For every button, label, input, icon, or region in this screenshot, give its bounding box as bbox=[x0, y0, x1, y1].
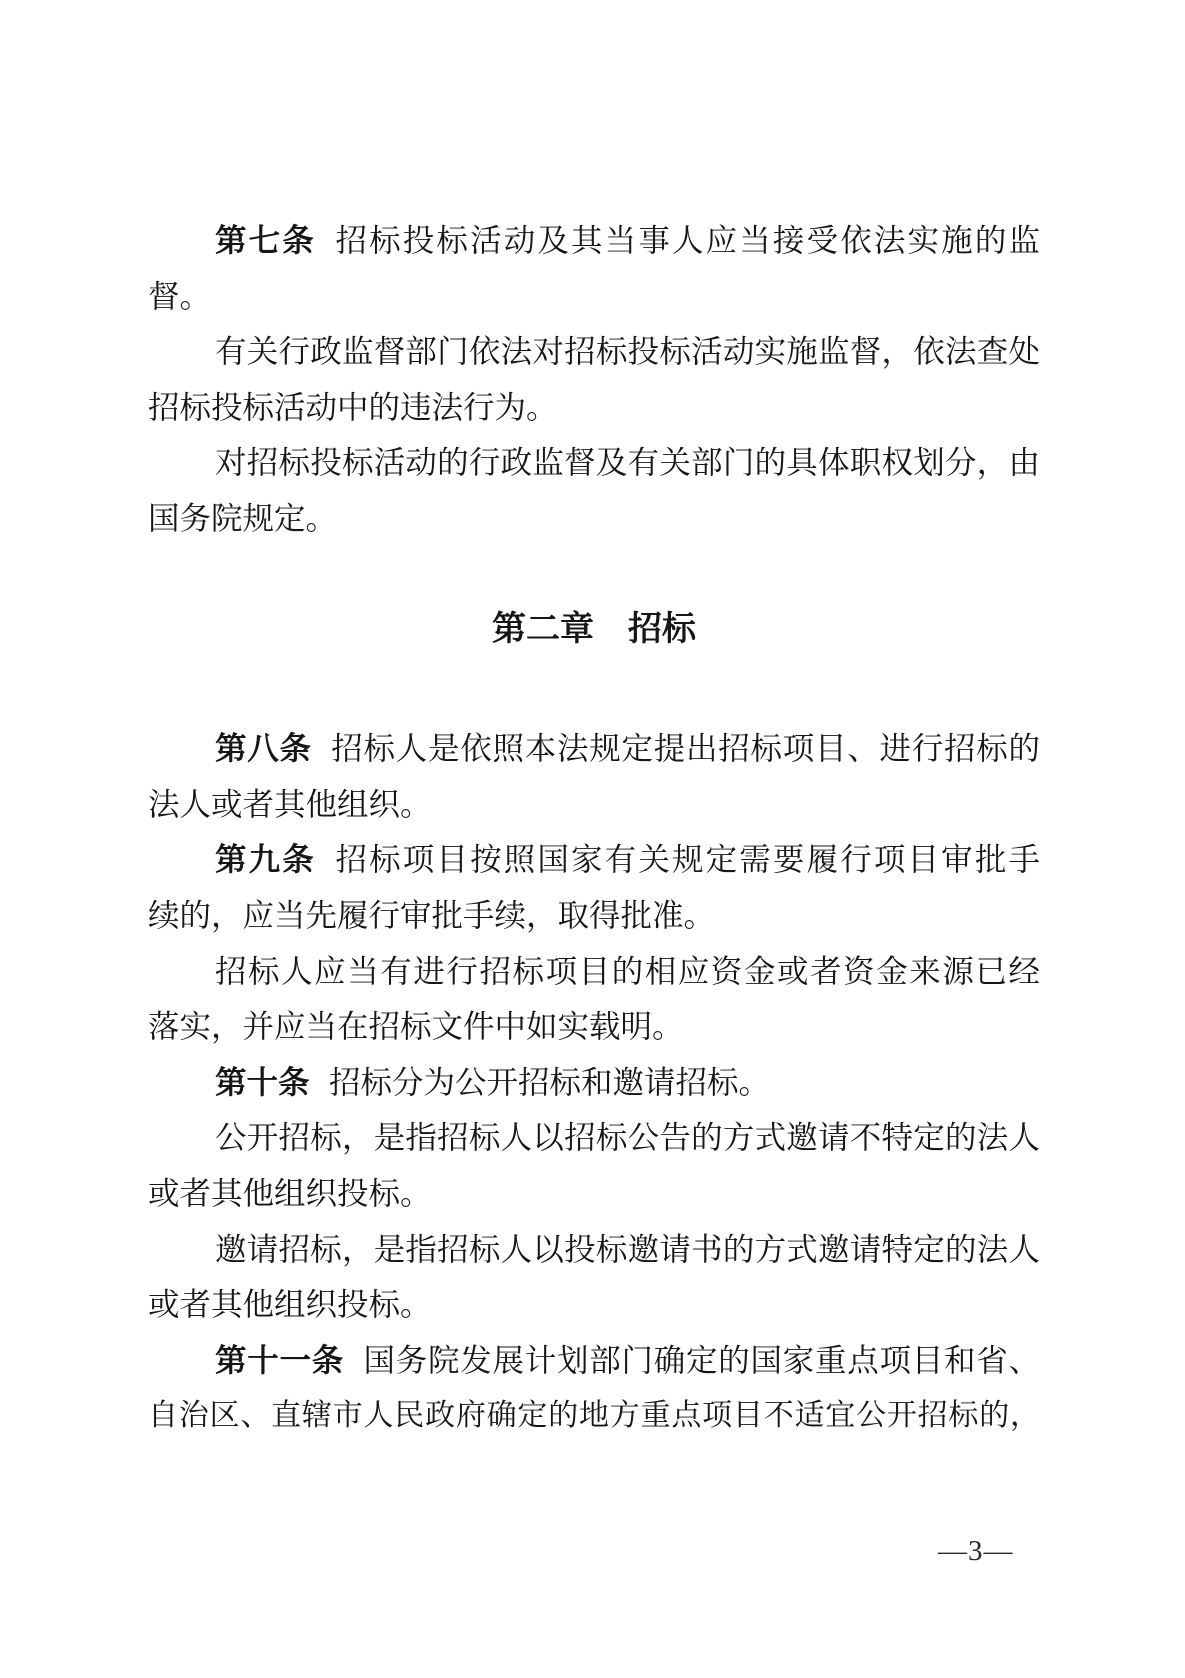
text-line bbox=[148, 1110, 1040, 1166]
text-line bbox=[148, 888, 1040, 944]
text-line bbox=[148, 1388, 1040, 1444]
line-text: 法人或者其他组织。 bbox=[148, 786, 432, 822]
line-text: 国务院发展计划部门确定的国家重点项目和省、 bbox=[363, 1342, 1040, 1378]
line-text: 或者其他组织投标。 bbox=[148, 1176, 432, 1211]
text-line bbox=[148, 1333, 1040, 1389]
text-line bbox=[148, 1055, 1040, 1111]
article-number: 第十一条 bbox=[215, 1341, 344, 1378]
text-line bbox=[148, 1222, 1040, 1278]
line-text: 有关行政监督部门依法对招标投标活动实施监督，依法查处 bbox=[215, 334, 1040, 370]
line-text: 招标投标活动中的违法行为。 bbox=[148, 389, 558, 425]
text-line bbox=[148, 1277, 1040, 1333]
line-text: 落实，并应当在招标文件中如实载明。 bbox=[148, 1009, 684, 1045]
line-text: 招标分为公开招标和邀请招标。 bbox=[329, 1064, 771, 1100]
page-number: —3— bbox=[938, 1535, 1014, 1567]
text-line bbox=[148, 435, 1040, 491]
text-line bbox=[148, 777, 1040, 833]
line-text: 对招标投标活动的行政监督及有关部门的具体职权划分，由 bbox=[215, 445, 1040, 481]
text-line bbox=[148, 944, 1040, 1000]
line-text: 招标人是依照本法规定提出招标项目、进行招标的 bbox=[331, 731, 1040, 767]
text-line bbox=[148, 491, 1040, 547]
article-number: 第九条 bbox=[215, 841, 316, 878]
line-text: 招标投标活动及其当事人应当接受依法实施的监 bbox=[335, 223, 1040, 258]
text-line bbox=[148, 213, 1040, 269]
line-text: 督。 bbox=[148, 278, 212, 314]
text-line bbox=[148, 832, 1040, 888]
article-number: 第十条 bbox=[215, 1063, 310, 1100]
text-column bbox=[148, 213, 1040, 1444]
text-line bbox=[148, 324, 1040, 380]
line-text: 招标人应当有进行招标项目的相应资金或者资金来源已经 bbox=[215, 953, 1040, 989]
text-line bbox=[148, 269, 1040, 325]
line-text: 公开招标，是指招标人以招标公告的方式邀请不特定的法人 bbox=[215, 1120, 1040, 1156]
article-number: 第八条 bbox=[215, 730, 312, 767]
text-line bbox=[148, 380, 1040, 436]
line-text: 国务院规定。 bbox=[148, 500, 338, 536]
article-number: 第七条 bbox=[215, 222, 316, 258]
line-text: 邀请招标，是指招标人以投标邀请书的方式邀请特定的法人 bbox=[215, 1231, 1040, 1267]
line-text: 招标项目按照国家有关规定需要履行项目审批手 bbox=[335, 842, 1040, 878]
chapter-heading: 第二章 招标 bbox=[492, 610, 696, 649]
line-text: 或者其他组织投标。 bbox=[148, 1287, 432, 1323]
text-line bbox=[148, 721, 1040, 777]
line-text: 续的，应当先履行审批手续，取得批准。 bbox=[148, 898, 716, 934]
text-line bbox=[148, 999, 1040, 1055]
text-line bbox=[148, 1166, 1040, 1222]
line-text: 自治区、直辖市人民政府确定的地方重点项目不适宜公开招标的， bbox=[148, 1399, 1040, 1433]
